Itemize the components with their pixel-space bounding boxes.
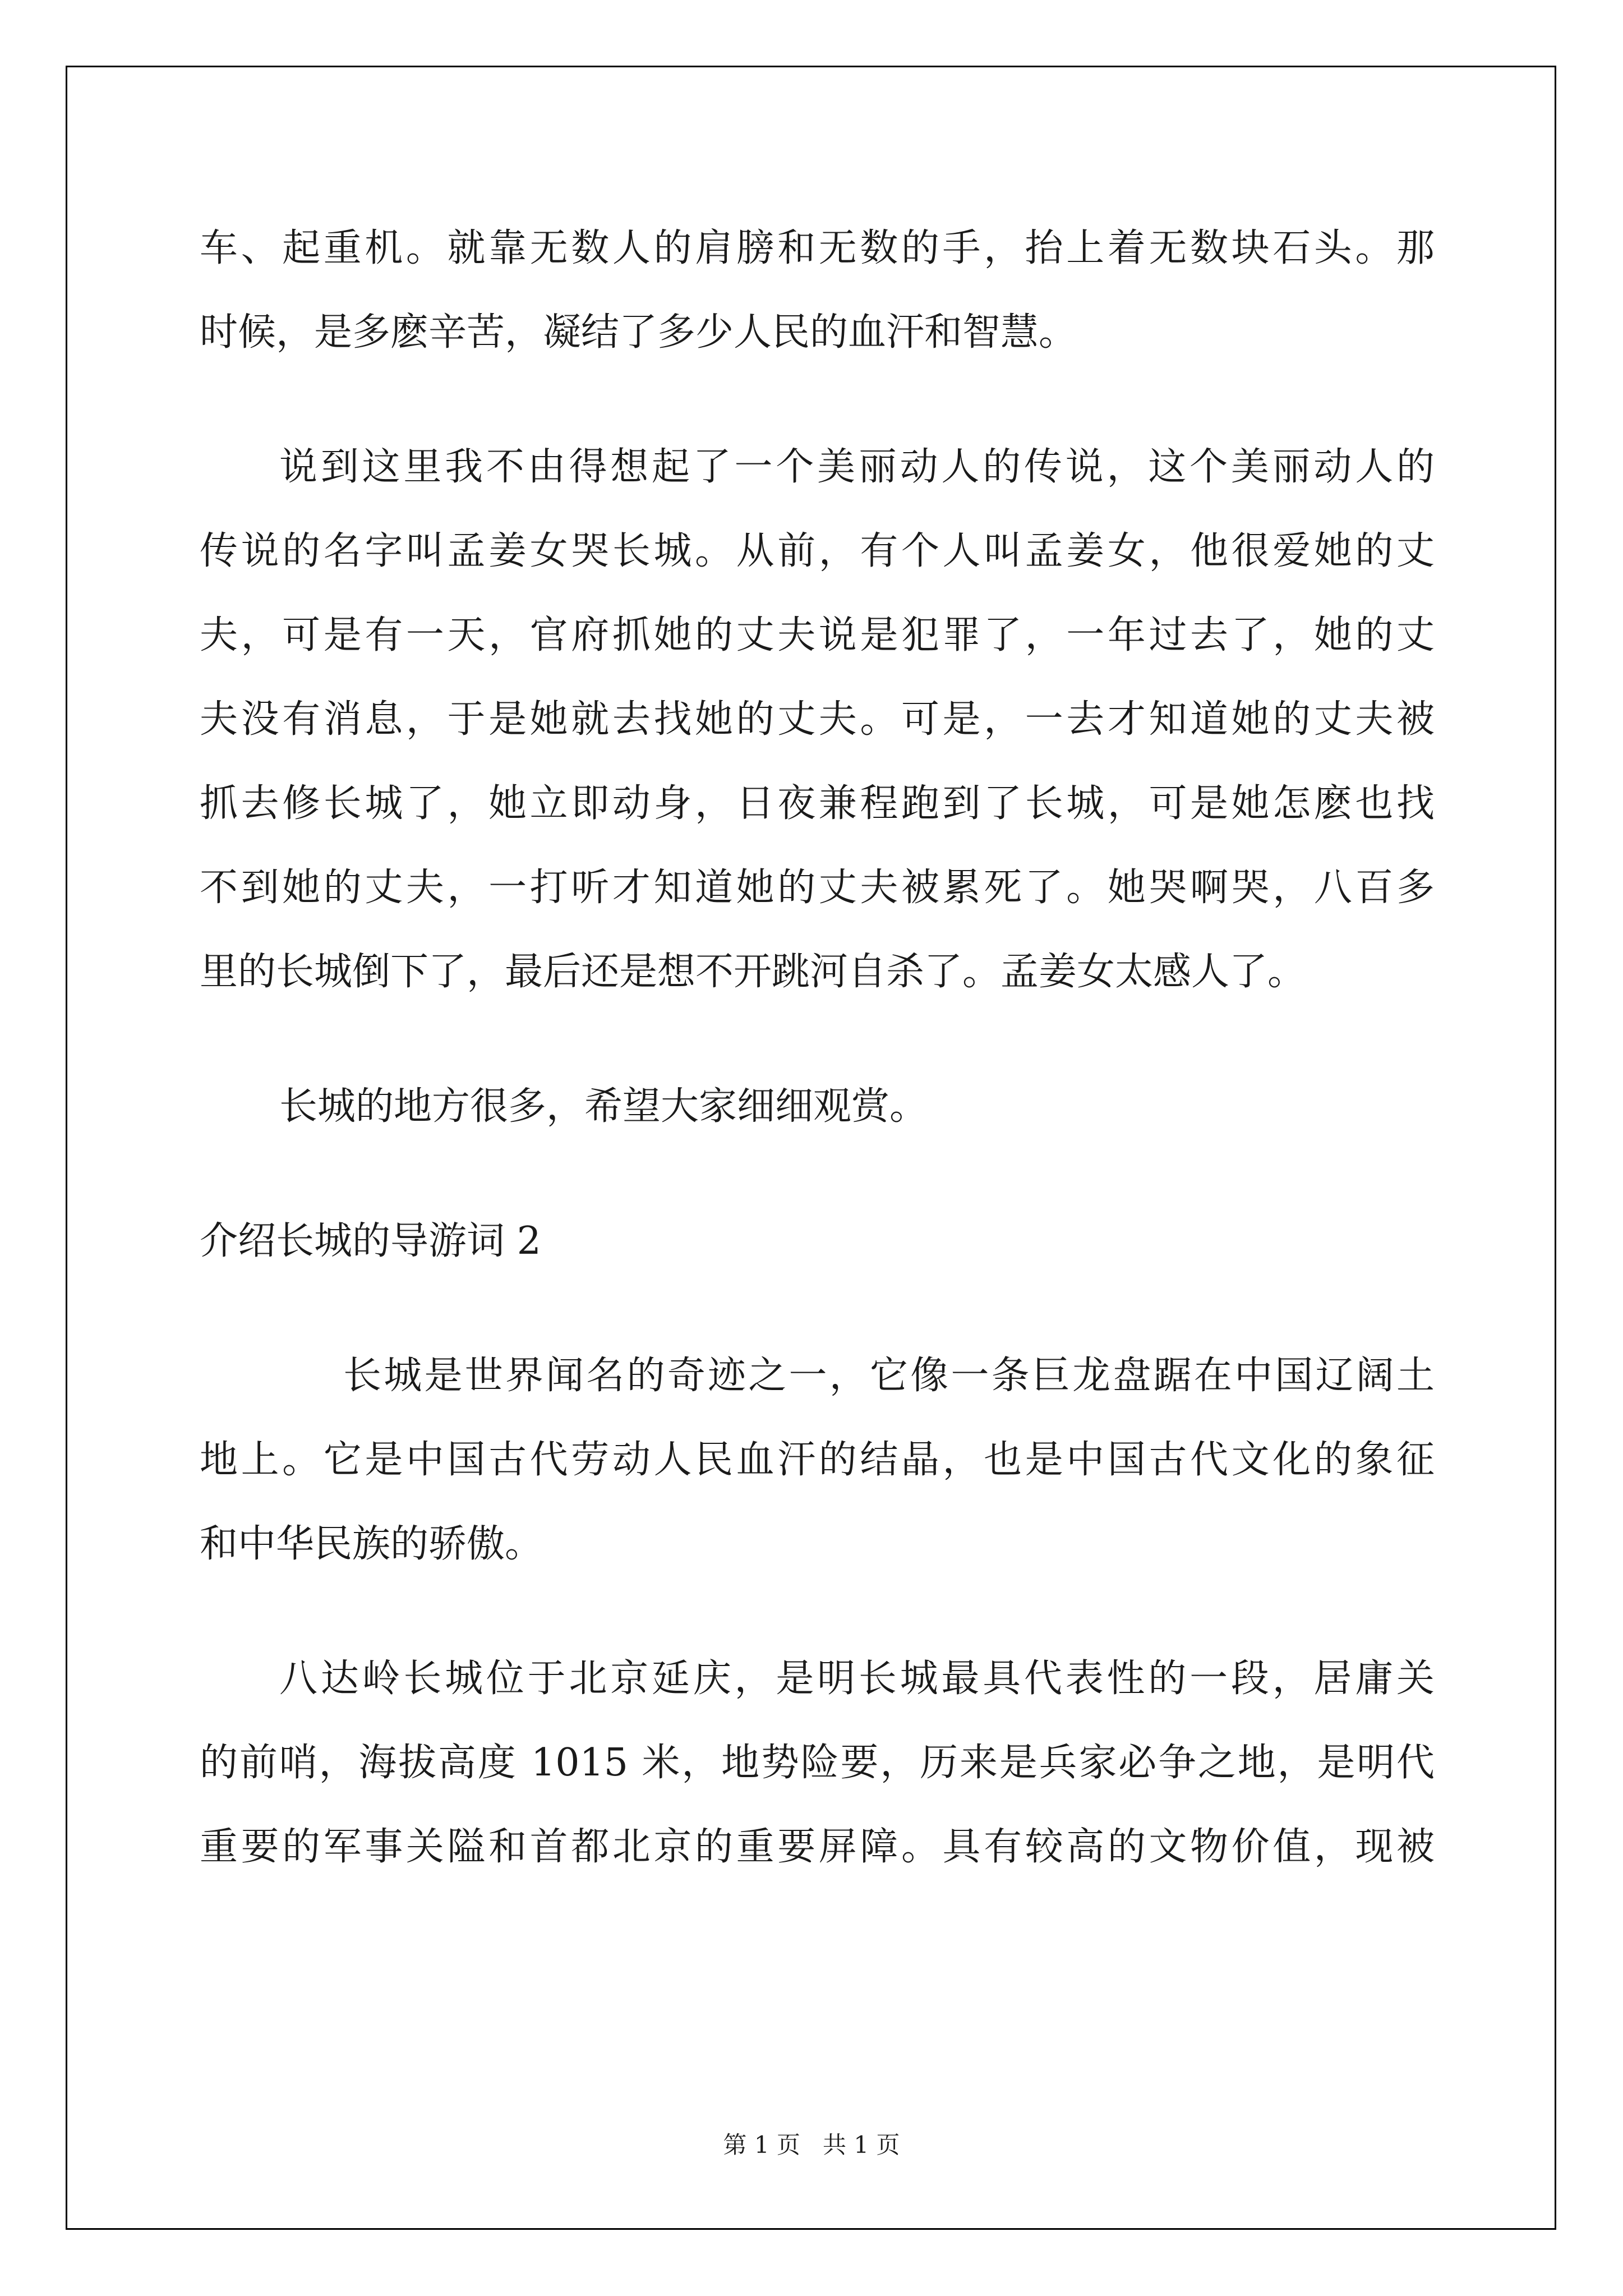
body-text-line: 抓去修长城了，她立即动身，日夜兼程跑到了长城，可是她怎麽也找 (200, 781, 1435, 826)
body-text-line: 不到她的丈夫，一打听才知道她的丈夫被累死了。她哭啊哭，八百多 (200, 866, 1435, 910)
body-text-line: 和中华民族的骄傲。 (200, 1522, 543, 1566)
body-text-line: 地上。它是中国古代劳动人民血汗的结晶，也是中国古代文化的象征 (200, 1438, 1435, 1482)
body-text-line: 传说的名字叫孟姜女哭长城。从前，有个人叫孟姜女，他很爱她的丈 (200, 529, 1435, 573)
body-text-line: 夫没有消息，于是她就去找她的丈夫。可是，一去才知道她的丈夫被 (200, 697, 1435, 742)
body-text-line: 夫，可是有一天，官府抓她的丈夫说是犯罪了，一年过去了，她的丈 (200, 613, 1435, 657)
page-number-footer: 第 1 页 共 1 页 (723, 2131, 900, 2159)
paragraph-first-line: 长城是世界闻名的奇迹之一，它像一条巨龙盘踞在中国辽阔土 (343, 1354, 1435, 1398)
body-text-line: 的前哨，海拔高度 1015 米，地势险要，历来是兵家必争之地，是明代 (200, 1741, 1435, 1785)
paragraph-first-line: 说到这里我不由得想起了一个美丽动人的传说，这个美丽动人的 (279, 445, 1435, 489)
body-text-line: 时候，是多麽辛苦，凝结了多少人民的血汗和智慧。 (200, 310, 1077, 355)
paragraph-first-line: 长城的地方很多，希望大家细细观赏。 (279, 1084, 928, 1129)
paragraph-first-line: 八达岭长城位于北京延庆，是明长城最具代表性的一段，居庸关 (279, 1657, 1435, 1701)
body-text-line: 里的长城倒下了，最后还是想不开跳河自杀了。孟姜女太感人了。 (200, 950, 1306, 994)
section-heading: 介绍长城的导游词 2 (200, 1219, 541, 1263)
body-text-line: 重要的军事关隘和首都北京的重要屏障。具有较高的文物价值，现被 (200, 1825, 1435, 1869)
page-border (66, 66, 1556, 2230)
body-text-line: 车、起重机。就靠无数人的肩膀和无数的手，抬上着无数块石头。那 (200, 226, 1435, 270)
